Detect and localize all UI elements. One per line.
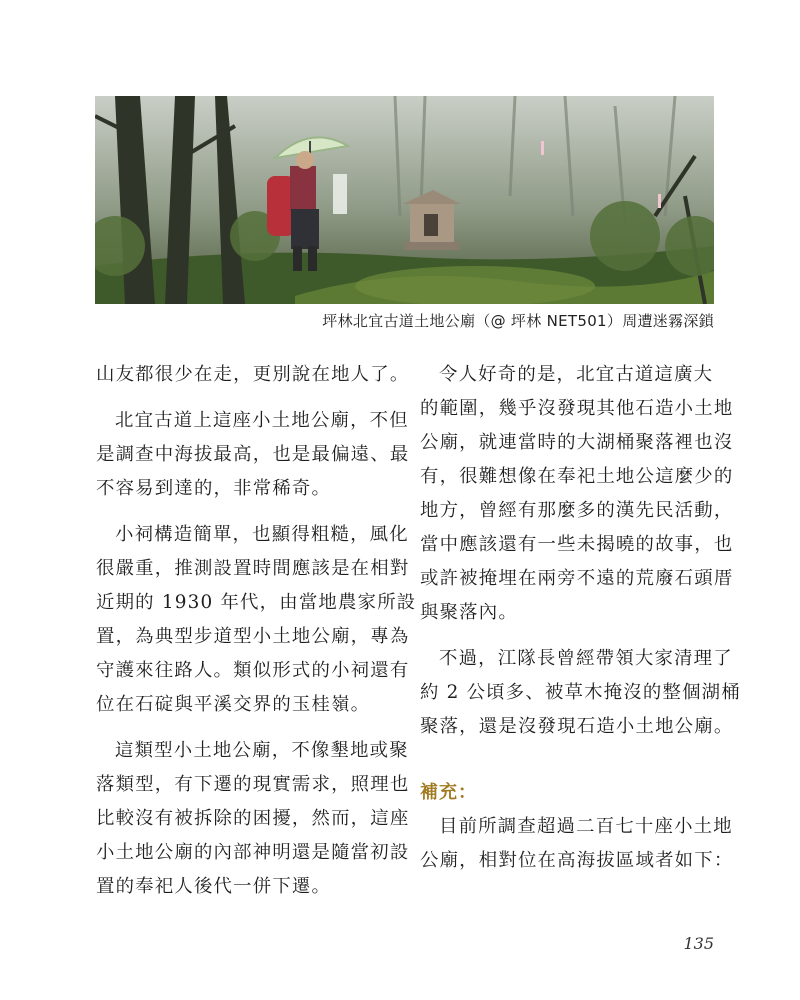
text-line: 位在石碇與平溪交界的玉桂嶺。 [96, 694, 371, 715]
supplement-heading: 補充： [420, 782, 477, 803]
text-line: 公廟，就連當時的大湖桶聚落裡也沒 [420, 432, 734, 453]
text-line: 守護來往路人。類似形式的小祠還有 [96, 660, 410, 681]
text-line: 聚落，還是沒發現石造小土地公廟。 [420, 716, 734, 737]
text-line: 置的奉祀人後代一併下遷。 [96, 876, 332, 897]
text-line: 當中應該還有一些未揭曉的故事，也 [420, 534, 734, 555]
text-line: 令人好奇的是，北宜古道這廣大 [439, 364, 714, 385]
text-line: 不容易到達的，非常稀奇。 [96, 478, 332, 499]
text-line: 與聚落內。 [420, 602, 518, 623]
text-line: 近期的 1930 年代，由當地農家所設 [96, 592, 417, 613]
text-line: 地方，曾經有那麼多的漢先民活動， [420, 500, 734, 521]
text-line: 約 2 公頃多、被草木掩沒的整個湖桶 [420, 682, 741, 703]
text-line: 不過，江隊長曾經帶領大家清理了 [439, 648, 733, 669]
text-line: 目前所調查超過二百七十座小土地 [439, 816, 733, 837]
text-line: 落類型，有下遷的現實需求，照理也 [96, 774, 410, 795]
text-line: 置，為典型步道型小土地公廟，專為 [96, 626, 410, 647]
left-column [96, 358, 417, 904]
text-line: 有，很難想像在奉祀土地公這麼少的 [420, 466, 734, 487]
forest-shrine-photo [95, 96, 714, 304]
text-line: 公廟，相對位在高海拔區域者如下： [420, 850, 734, 871]
text-line: 的範圍，幾乎沒發現其他石造小土地 [420, 398, 734, 419]
text-line: 小土地公廟的內部神明還是隨當初設 [96, 842, 410, 863]
text-line: 這類型小土地公廟，不像墾地或聚 [115, 740, 409, 761]
text-line: 是調查中海拔最高，也是最偏遠、最 [96, 444, 410, 465]
text-line: 小祠構造簡單，也顯得粗糙，風化 [115, 524, 409, 545]
text-line: 或許被掩埋在兩旁不遠的荒廢石頭厝 [420, 568, 734, 589]
photo-caption: 坪林北宜古道土地公廟（@ 坪林 NET501）周遭迷霧深鎖 [322, 312, 714, 330]
text-line: 山友都很少在走，更別說在地人了。 [96, 364, 410, 385]
text-line: 比較沒有被拆除的困擾，然而，這座 [96, 808, 410, 829]
text-line: 北宜古道上這座小土地公廟，不但 [115, 410, 409, 431]
page-number: 135 [683, 934, 714, 953]
right-column [420, 358, 741, 878]
text-line: 很嚴重，推測設置時間應該是在相對 [96, 558, 410, 579]
